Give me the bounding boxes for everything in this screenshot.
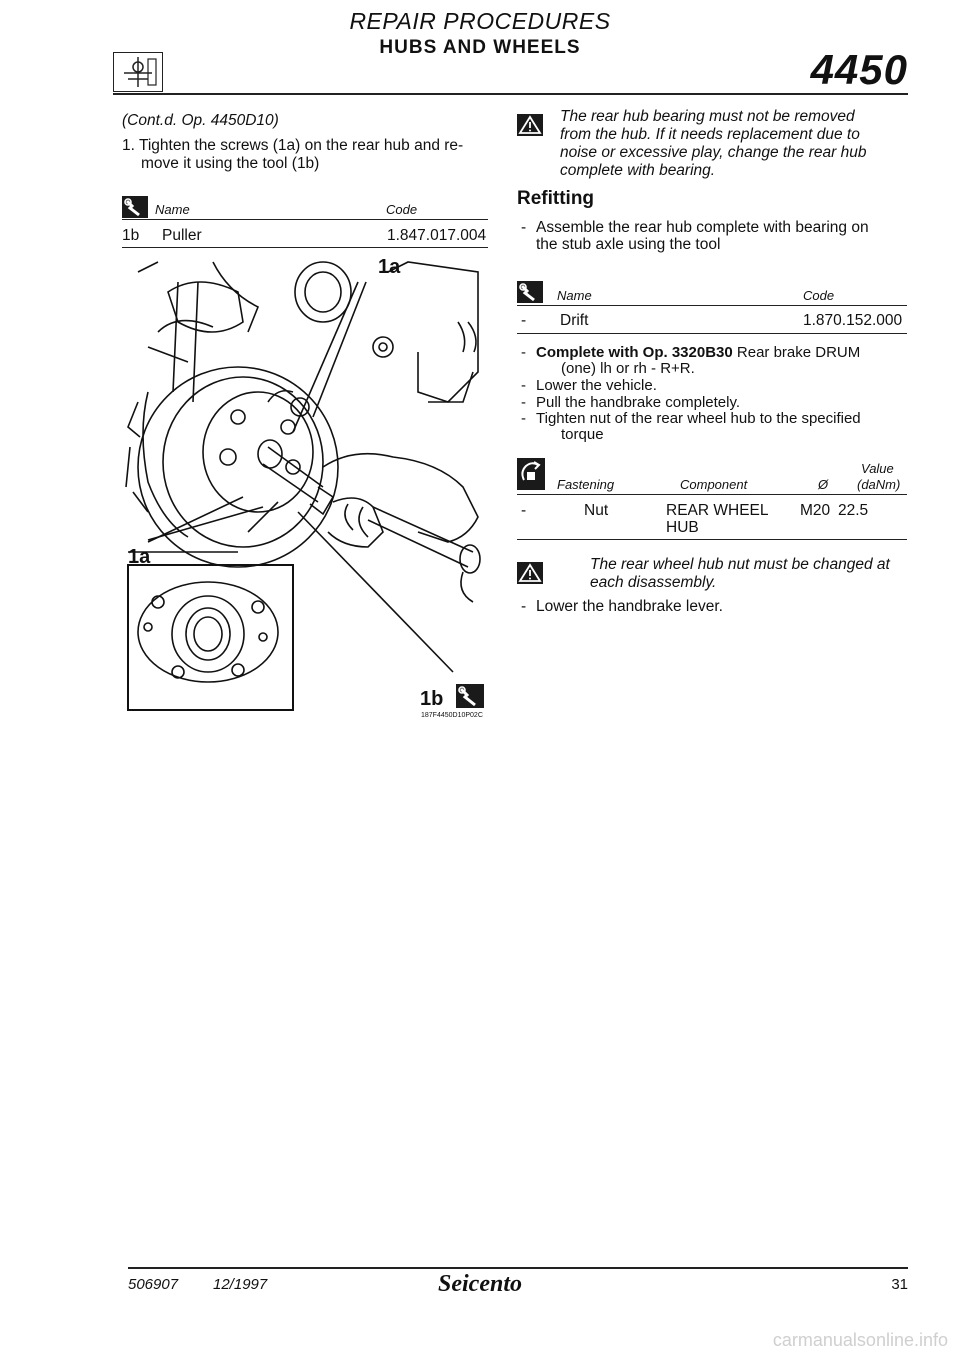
continuation-note: (Cont.d. Op. 4450D10) — [122, 112, 279, 129]
bullet-dash-1: - — [521, 344, 526, 361]
section-title: REPAIR PROCEDURES — [349, 8, 611, 34]
torque-header-fastening: Fastening — [557, 477, 615, 492]
torque-component-line-2: HUB — [666, 519, 699, 536]
document-number: 506907 — [128, 1276, 179, 1293]
document-date: 12/1997 — [213, 1276, 268, 1293]
warning-1-line-2: from the hub. If it needs replacement due to — [560, 126, 860, 143]
drift-table-rule — [517, 305, 907, 306]
torque-component-line-1: REAR WHEEL — [666, 502, 769, 519]
figure-reference: 187F4450D10P02C — [421, 712, 483, 719]
bullet-dash-3: - — [521, 394, 526, 411]
footer-rule — [128, 1267, 908, 1269]
step-1-line-1: 1. Tighten the screws (1a) on the rear hub and re- — [122, 137, 464, 154]
torque-value: 22.5 — [838, 502, 869, 519]
drift-name: Drift — [560, 312, 589, 329]
drift-header-name: Name — [557, 288, 592, 303]
brand-logo: Seicento — [438, 1271, 522, 1297]
warning-icon — [517, 562, 543, 584]
final-dash: - — [521, 598, 527, 615]
torque-table-bottom-rule — [517, 539, 907, 540]
warning-2-line-2: each disassembly. — [590, 574, 717, 591]
torque-wrench-icon — [517, 458, 545, 490]
drift-dash: - — [521, 312, 527, 329]
wrench-icon — [122, 196, 148, 218]
torque-diameter: M20 — [800, 502, 831, 519]
figure-callout-1b: 1b — [420, 688, 444, 710]
tool-table-bottom-rule — [122, 247, 488, 248]
section-subtitle: HUBS AND WHEELS — [379, 37, 581, 58]
bullet-1-op: Complete with Op. 3320B30 — [536, 344, 733, 361]
section-code: 4450 — [810, 46, 908, 93]
watermark: carmanualsonline.info — [772, 1330, 948, 1350]
page-number: 31 — [891, 1276, 908, 1293]
torque-header-component: Component — [680, 477, 748, 492]
torque-table-rule — [517, 494, 907, 495]
bullet-dash-2: - — [521, 377, 526, 394]
refitting-heading: Refitting — [517, 188, 595, 209]
tool-table-rule — [122, 219, 488, 220]
bullet-3: Pull the handbrake completely. — [536, 394, 741, 411]
hub-section-icon — [113, 52, 163, 92]
drift-code: 1.870.152.000 — [803, 312, 903, 329]
warning-2-line-1: The rear wheel hub nut must be changed at — [590, 556, 890, 573]
warning-icon — [517, 114, 543, 136]
warning-1-line-1: The rear hub bearing must not be removed — [560, 108, 855, 125]
tool-header-name: Name — [155, 202, 190, 217]
bullet-dash-4: - — [521, 410, 526, 427]
tool-ref: 1b — [122, 227, 140, 244]
bullet-4-line-2: torque — [561, 426, 604, 443]
header-rule — [113, 93, 908, 95]
assemble-line-1: Assemble the rear hub complete with bearing on — [536, 219, 869, 236]
bullet-1-cont: (one) lh or rh - R+R. — [561, 360, 695, 377]
warning-1-line-4: complete with bearing. — [560, 162, 716, 179]
torque-dash: - — [521, 502, 527, 519]
drift-table-bottom-rule — [517, 333, 907, 334]
torque-header-unit: (daNm) — [857, 477, 901, 492]
torque-header-diameter: Ø — [818, 477, 829, 492]
torque-header-value: Value — [861, 461, 894, 476]
torque-fastening: Nut — [584, 502, 609, 519]
wrench-icon — [517, 281, 543, 303]
tool-name: Puller — [162, 227, 202, 244]
figure-callout-1a-top: 1a — [378, 256, 401, 278]
wrench-icon — [456, 684, 484, 708]
warning-1-line-3: noise or excessive play, change the rear hub — [560, 144, 867, 161]
rear-hub-removal-figure — [118, 252, 498, 712]
tool-header-code: Code — [386, 202, 418, 217]
step-1-line-2: move it using the tool (1b) — [141, 155, 320, 172]
bullet-4-line-1: Tighten nut of the rear wheel hub to the specified — [536, 410, 861, 427]
bullet-2: Lower the vehicle. — [536, 377, 657, 394]
drift-header-code: Code — [803, 288, 835, 303]
assemble-line-2: the stub axle using the tool — [536, 236, 721, 253]
bullet-1-rest: Rear brake DRUM — [732, 344, 861, 361]
figure-callout-1a-left: 1a — [128, 546, 151, 568]
assemble-dash: - — [521, 219, 527, 236]
final-step: Lower the handbrake lever. — [536, 598, 723, 615]
tool-code: 1.847.017.004 — [387, 227, 487, 244]
